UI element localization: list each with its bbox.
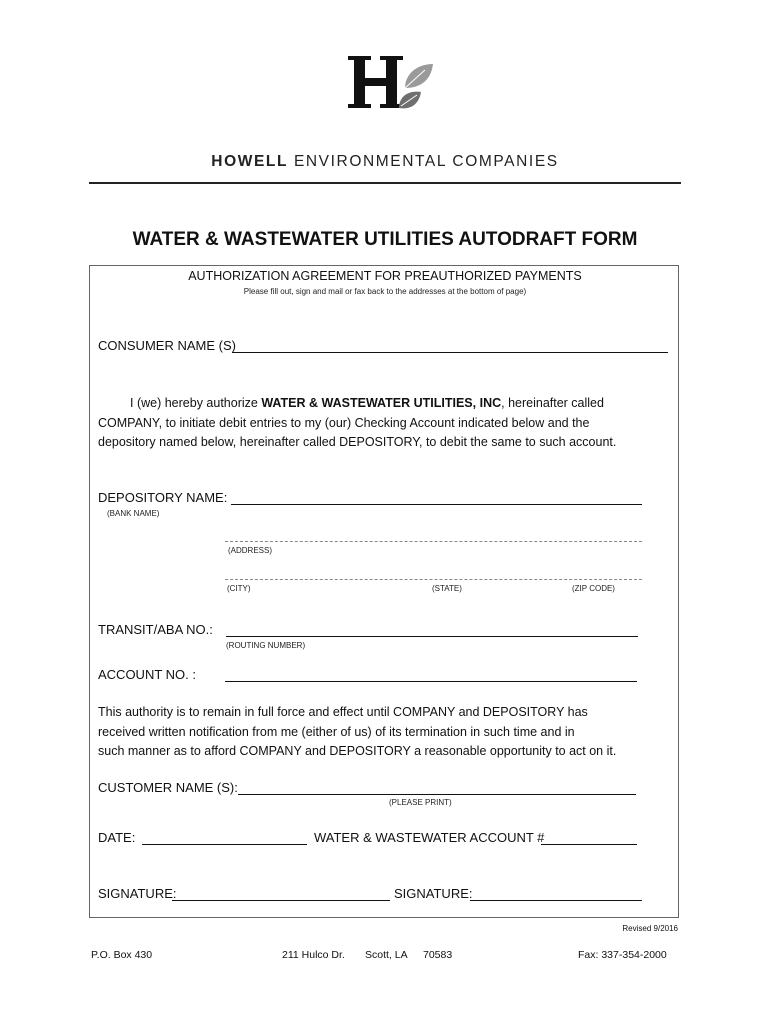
form-title: WATER & WASTEWATER UTILITIES AUTODRAFT FORM [132,229,638,250]
state-hint: (STATE) [432,584,462,593]
footer-city-state: Scott, LA [365,949,408,961]
signature-label-1: SIGNATURE: [98,886,177,901]
footer-fax: Fax: 337-354-2000 [578,949,667,961]
address-field[interactable] [225,529,642,542]
consumer-name-field[interactable] [232,338,668,353]
transit-aba-field[interactable] [226,622,638,637]
footer-street: 211 Hulco Dr. [282,949,345,961]
depository-name-field[interactable] [231,490,642,505]
please-print-hint: (PLEASE PRINT) [389,798,452,807]
signature-label-2: SIGNATURE: [394,886,473,901]
account-no-label: ACCOUNT NO. : [98,667,196,682]
signature-field-2[interactable] [470,886,642,901]
account-no-field[interactable] [225,667,637,682]
city-hint: (CITY) [227,584,251,593]
customer-name-field[interactable] [238,780,636,795]
zip-code-hint: (ZIP CODE) [572,584,615,593]
footer-zip: 70583 [423,949,453,961]
form-instructions: Please fill out, sign and mail or fax back to the addresses at the bottom of page) [243,287,527,296]
header-divider [89,182,681,184]
address-hint: (ADDRESS) [228,546,273,555]
ww-account-field[interactable] [541,830,637,845]
company-name: HOWELL ENVIRONMENTAL COMPANIES [211,153,559,170]
customer-name-label: CUSTOMER NAME (S): [98,780,238,795]
company-logo-icon [345,50,435,116]
terms-paragraph: This authority is to remain in full force and effect until COMPANY and DEPOSITORY has received written notification from me (either of us) of its termination in such time and in such manner as to afford COMPANY and DEPOSITORY a reasonable opportunity to act on it. [98,705,617,758]
consumer-name-label: CONSUMER NAME (S) [98,338,236,353]
depository-name-label: DEPOSITORY NAME: [98,490,228,505]
authorization-paragraph: I (we) hereby authorize WATER & WASTEWATER UTILITIES, INC, hereinafter called COMPANY, to initiate debit entries to my (our) Checking Account indicated below and the depository named below, hereinafter called DEPOSITORY, to debit the same to such account. [98,396,617,449]
city-state-zip-field[interactable] [225,567,642,580]
revision-date: Revised 9/2016 [622,924,678,933]
transit-aba-label: TRANSIT/ABA NO.: [98,622,213,637]
date-field[interactable] [142,830,307,845]
bank-name-hint: (BANK NAME) [107,509,160,518]
form-subtitle: AUTHORIZATION AGREEMENT FOR PREAUTHORIZED PAYMENTS [188,269,582,283]
routing-number-hint: (ROUTING NUMBER) [226,641,306,650]
ww-account-label: WATER & WASTEWATER ACCOUNT # [314,830,545,845]
date-label: DATE: [98,830,136,845]
signature-field-1[interactable] [172,886,390,901]
footer-po-box: P.O. Box 430 [91,949,153,961]
